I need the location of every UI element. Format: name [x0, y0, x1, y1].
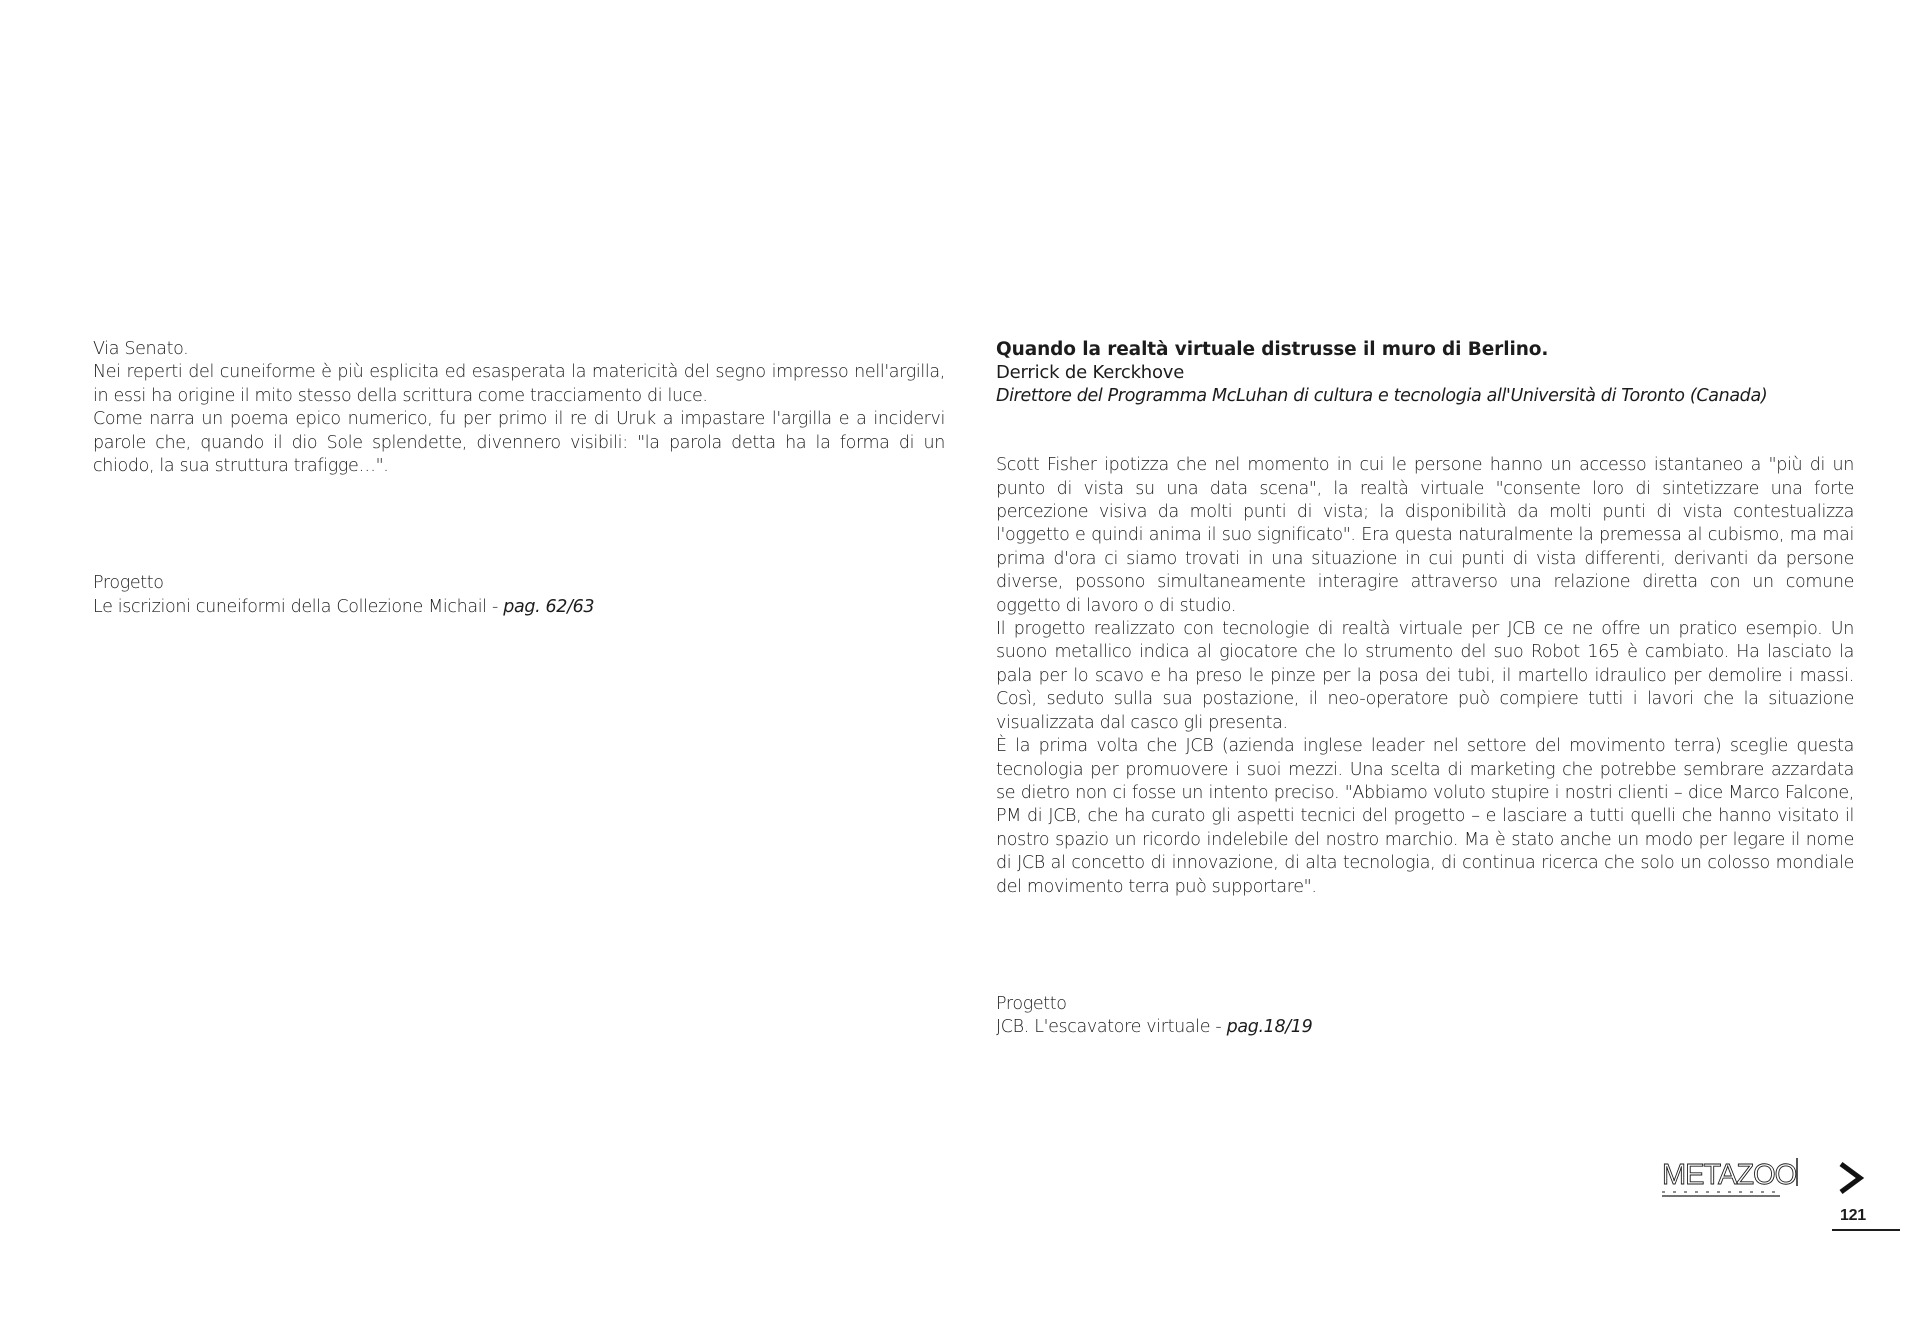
article-author: Derrick de Kerckhove — [996, 362, 1185, 384]
body-paragraph: Scott Fisher ipotizza che nel momento in cui le persone hanno un accesso istantaneo a "più di un punto di vista su una data scena", la realtà virtuale "consente loro di sintetizzare una forte percezione visiva da molti punti di vista; la disponibilità da molti punti di vista contestualizza l'oggetto e quindi anima il suo significato". Era questa naturalmente la premessa al cubismo, ma mai prima d'ora ci siamo trovati in una situazione in cui punti di vista differenti, derivanti da persone diverse, possono simultaneamente interagire attraverso una relazione diretta con un comune oggetto di lavoro o di studio. — [996, 455, 1854, 616]
body-paragraph: Il progetto realizzato con tecnologie di realtà virtuale per JCB ce ne offre un pratico esempio. Un suono metallico indica al giocatore che lo strumento del suo Robot 165 è cambiato. Ha lasciato la pala per lo scavo e ha preso le pinze per la posa dei tubi, il martello idraulico per demolire i massi. Così, seduto sulla sua postazione, il neo-operatore può compiere tutti i lavori che la situazione visualizzata dal casco gli presenta. — [996, 619, 1854, 733]
project-title: JCB. L'escavatore virtuale - — [996, 1017, 1227, 1038]
left-column — [93, 338, 945, 619]
author-role: Direttore del Programma McLuhan di cultura e tecnologia all'Università di Toronto (Canada) — [996, 385, 1768, 406]
project-reference — [93, 596, 945, 619]
body-paragraph: È la prima volta che JCB (azienda inglese leader nel settore del movimento terra) sceglie questa tecnologia per promuovere i suoi mezzi. Una scelta di marketing che potrebbe sembrare azzardata se dietro non ci fosse un intento preciso. "Abbiamo voluto stupire i nostri clienti – dice Marco Falcone, PM di JCB, che ha curato gli aspetti tecnici del progetto – e lasciare a tutti quelli che hanno visitato il nostro spazio un ricordo indelebile del nostro marchio. Ma è stato anche un modo per legare il nome di JCB al concetto di innovazione, di alta tecnologia, di continua ricerca che solo un colosso mondiale del movimento terra può supportare". — [996, 736, 1854, 897]
project-heading: Progetto — [93, 573, 164, 594]
page-number: 121 — [1840, 1207, 1866, 1224]
intro-text: Via Senato. — [93, 339, 189, 359]
project-page-ref: pag.18/19 — [1226, 1017, 1313, 1038]
project-page-ref: pag. 62/63 — [503, 596, 595, 617]
chevron-right-icon[interactable] — [1836, 1160, 1866, 1196]
logo-wordmark: METAZOO — [1662, 1159, 1797, 1191]
metazoo-logo — [1660, 1156, 1802, 1206]
project-heading: Progetto — [996, 993, 1067, 1014]
project-reference — [996, 1016, 1854, 1039]
body-paragraph: Come narra un poema epico numerico, fu per primo il re di Uruk a impastare l'argilla e a incidervi parole che, quando il dio Sole splendette, divennero visibili: "la parola detta ha la forma di un chiodo, la sua struttura trafigge…". — [93, 409, 945, 477]
body-paragraph: Nei reperti del cuneiforme è più esplicita ed esasperata la matericità del segno impresso nell'argilla, in essi ha origine il mito stesso della scrittura come tracciamento di luce. — [93, 362, 945, 406]
right-column — [996, 338, 1854, 1040]
page-number-rule — [1832, 1229, 1900, 1231]
project-title: Le iscrizioni cuneiformi della Collezione Michail - — [93, 596, 504, 617]
article-title: Quando la realtà virtuale distrusse il muro di Berlino. — [996, 339, 1549, 360]
